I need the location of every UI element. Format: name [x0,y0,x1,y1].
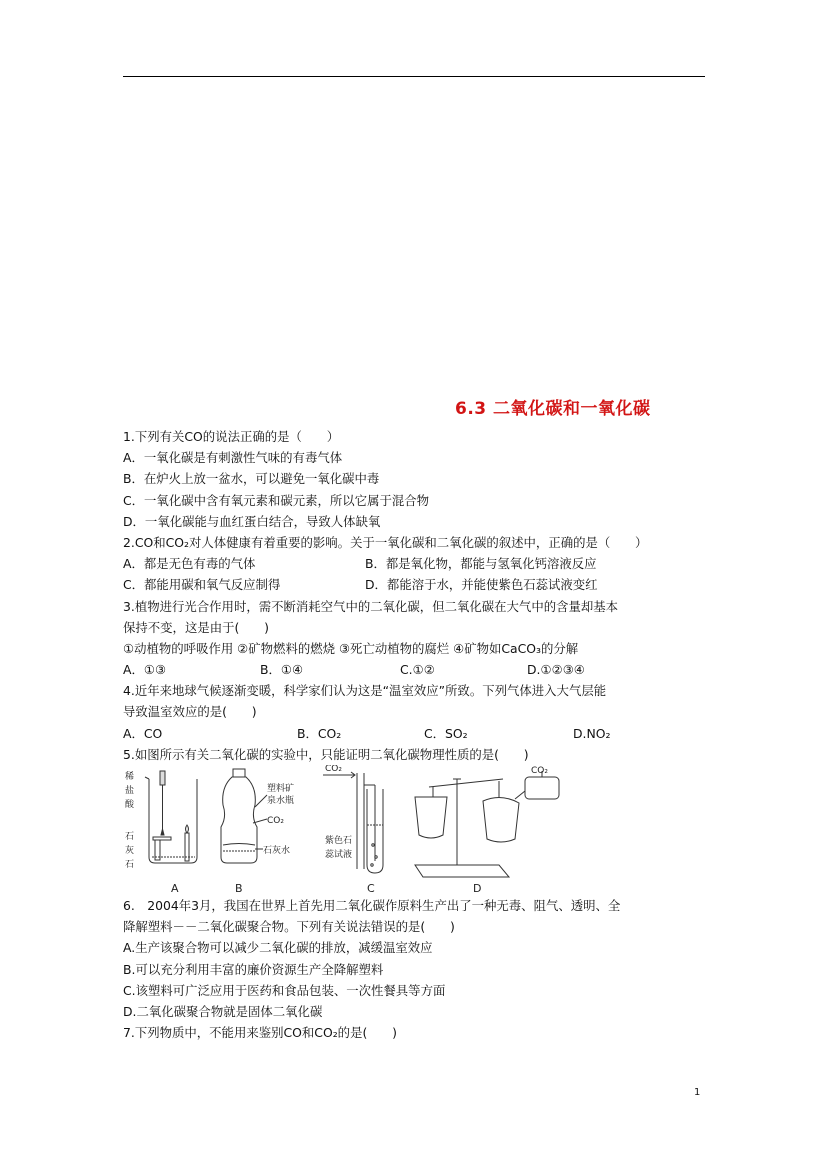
q6-stem-line-1: 6. 2004年3月，我国在世界上首先用二氧化碳作原料生产出了一种无毒、阻气、透明、全 [123,898,621,913]
q2-option-d: D．都能溶于水，并能使紫色石蕊试液变红 [365,577,598,593]
caption-b: B [235,882,243,895]
q1-option-a: A．一氧化碳是有刺激性气味的有毒气体 [123,450,343,466]
q2-option-c: C．都能用碳和氧气反应制得 [123,577,281,593]
q6-option-a: A.生产该聚合物可以减少二氧化碳的排放，减缓温室效应 [123,940,433,956]
q3-option-c: C.①② [400,662,435,678]
q2-option-b: B．都是氧化物，都能与氢氧化钙溶液反应 [365,556,597,572]
apparatus-d-labels [473,766,548,895]
q3-stem-line-1: 3.植物进行光合作用时，需不断消耗空气中的二氧化碳，但二氧化碳在大气中的含量却基本 [123,598,619,614]
label-b-2: 泉水瓶 [267,796,295,806]
caption-d: D [473,882,482,895]
page-number: 1 [694,1087,701,1098]
label-c-3: 蕊试液 [325,850,353,860]
q4-stem-line-2: 导致温室效应的是( ) [123,704,257,720]
q1-option-d: D．一氧化碳能与血红蛋白结合，导致人体缺氧 [123,513,381,529]
q2-stem: 2.CO和CO₂对人体健康有着重要的影响。关于一氧化碳和二氧化碳的叙述中，正确的是（ ） [123,534,648,550]
q6-option-c: C.该塑料可广泛应用于医药和食品包装、一次性餐具等方面 [123,982,446,998]
q2-options-row-1 [123,553,713,574]
q3-stem-line-2: 保持不变，这是由于( ) [123,619,269,635]
q4-option-b: B．CO₂ [297,725,342,741]
q1-stem: 1.下列有关CO的说法正确的是（ ） [123,429,340,444]
q4-stem-line-1: 4.近年来地球气候逐渐变暖，科学家们认为这是“温室效应”所致。下列气体进入大气层能 [123,683,607,699]
q5-stem: 5.如图所示有关二氧化碳的实验中，只能证明二氧化碳物理性质的是( ) [123,746,529,762]
q3-option-d: D.①②③④ [527,662,585,678]
apparatus-d [415,771,559,877]
q1-option-c: C．一氧化碳中含有氧元素和碳元素，所以它属于混合物 [123,492,430,508]
q3-items: ①动植物的呼吸作用 ②矿物燃料的燃烧 ③死亡动植物的腐烂 ④矿物如CaCO₃的分解 [123,640,579,656]
header-rule [123,76,705,77]
label-a-5: 灰 [125,846,135,856]
label-b-1: 塑料矿 [267,784,295,794]
label-b-3: CO₂ [267,816,284,826]
label-a-4: 石 [125,832,135,842]
caption-c: C [367,882,375,895]
apparatus-b-labels [235,782,294,895]
label-c-1: CO₂ [325,765,342,774]
q2-option-a: A．都是无色有毒的气体 [123,556,256,572]
q6-stem-line-2: 降解塑料－－二氧化碳聚合物。下列有关说法错误的是( ) [123,919,455,935]
apparatus-a-labels [125,770,179,895]
q4-option-d: D.NO₂ [573,725,611,741]
caption-a: A [171,882,179,895]
q5-experiment-figure [123,765,713,895]
page-title: 6.3 二氧化碳和一氧化碳 [455,399,651,419]
q1-option-b: B．在炉火上放一盆水，可以避免一氧化碳中毒 [123,471,380,487]
label-a-2: 盐 [125,786,135,796]
q7-stem: 7.下列物质中，不能用来鉴别CO和CO₂的是( ) [123,1025,397,1041]
label-d-1: CO₂ [531,766,548,776]
label-c-2: 紫色石 [325,836,353,846]
label-a-3: 酸 [125,800,135,810]
apparatus-a [145,771,197,863]
q4-option-a: A．CO [123,725,163,741]
apparatus-b [221,769,267,863]
q4-options [123,723,713,744]
label-a-6: 石 [125,860,135,870]
q3-option-b: B．①④ [260,662,304,678]
q4-option-c: C．SO₂ [424,725,468,741]
q6-option-b: B.可以充分利用丰富的廉价资源生产全降解塑料 [123,961,384,977]
q3-option-a: A．①③ [123,662,167,678]
label-a-1: 稀 [125,772,135,782]
q6-option-d: D.二氧化碳聚合物就是固体二氧化碳 [123,1003,323,1019]
q2-options-row-2 [123,574,713,595]
q3-options [123,659,713,680]
question-list [123,426,713,1043]
label-b-4: 石灰水 [263,846,291,856]
